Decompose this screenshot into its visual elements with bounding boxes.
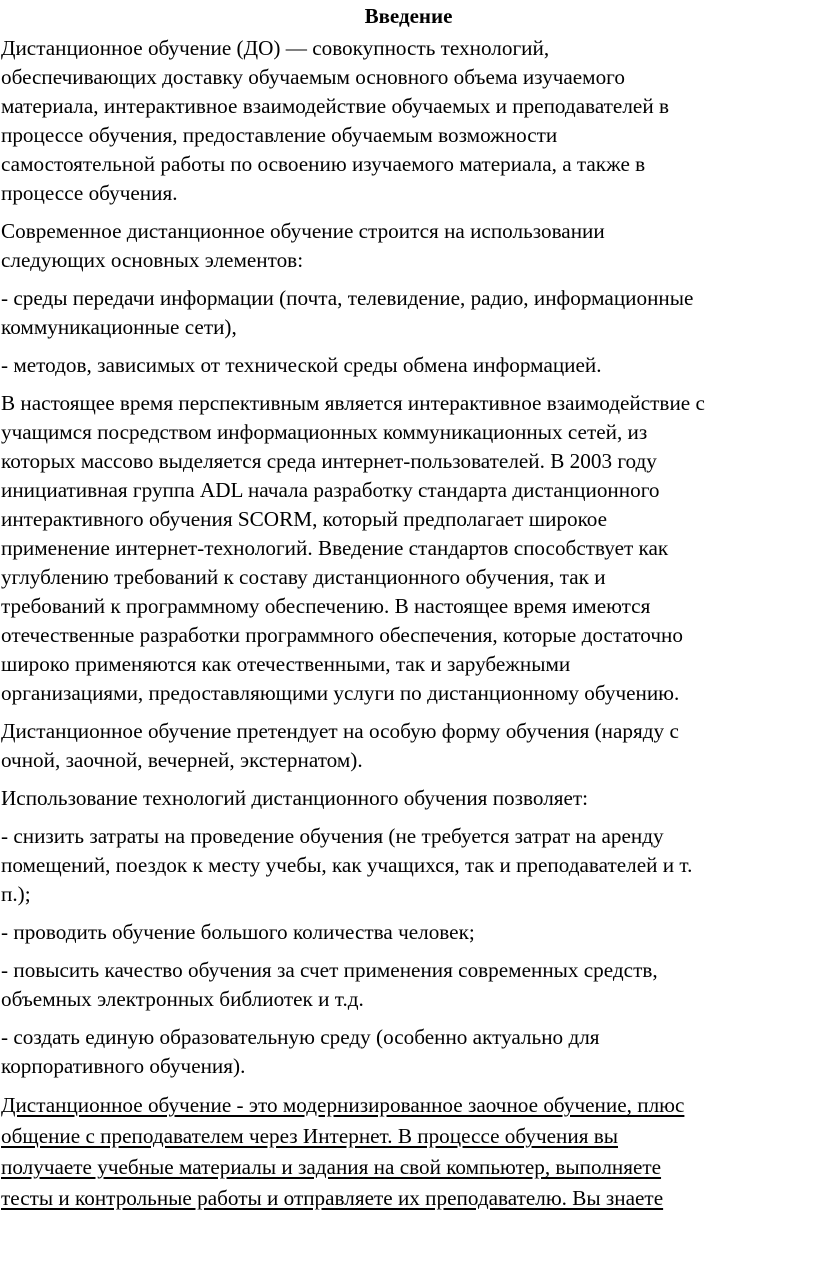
document-title: Введение [364, 4, 453, 28]
paragraph-current-state: В настоящее время перспективным является интерактивное взаимодействие с учащимся посредством информационных коммуникационных сетей, из которых массово выделяется среда интернет-пользователей. В 2003 году инициативная группа ADL начала разработку стандарта дистанционного интерактивного обучения SCORM, который предполагает широкое применение интернет-технологий. Введение стандартов способствует как углублению требований к составу дистанционного обучения, так и требований к программному обеспечению. В настоящее время имеются отечественные разработки программного обеспечения, которые достаточно широко применяются как отечественными, так и зарубежными организациями, предоставляющими услуги по дистанционному обучению. [1, 391, 705, 705]
list-item-transmission-media: - среды передачи информации (почта, телевидение, радио, информационные коммуникационные сети), [1, 286, 694, 339]
list-item-unified-environment: - создать единую образовательную среду (особенно актуально для корпоративного обучения). [1, 1025, 600, 1078]
list-item-quality: - повысить качество обучения за счет применения современных средств, объемных электронных библиотек и т.д. [1, 958, 658, 1011]
paragraph-special-form: Дистанционное обучение претендует на особую форму обучения (наряду с очной, заочной, вечерней, экстернатом). [1, 719, 679, 772]
list-item-reduce-costs: - снизить затраты на проведение обучения (не требуется затрат на аренду помещений, поездок к месту учебы, как учащихся, так и преподавателей и т. п.); [1, 824, 693, 906]
list-item-methods: - методов, зависимых от технической среды обмена информацией. [1, 353, 602, 377]
paragraph-benefits-intro: Использование технологий дистанционного обучения позволяет: [1, 786, 589, 810]
paragraph-definition: Дистанционное обучение (ДО) — совокупность технологий, обеспечивающих доставку обучаемым основного объема изучаемого материала, интерактивное взаимодействие обучаемых и преподавателей в процессе обучения, предоставление обучаемым возможности самостоятельной работы по освоению изучаемого материала, а также в процессе обучения. [1, 36, 669, 205]
paragraph-underlined-summary: Дистанционное обучение - это модернизированное заочное обучение, плюс общение с преподавателем через Интернет. В процессе обучения вы получаете учебные материалы и задания на свой компьютер, выполняете тесты и контрольные работы и отправляете их преподавателю. Вы знаете [1, 1093, 685, 1210]
paragraph-elements-intro: Современное дистанционное обучение строится на использовании следующих основных элементов: [1, 219, 605, 272]
list-item-many-people: - проводить обучение большого количества человек; [1, 920, 475, 944]
